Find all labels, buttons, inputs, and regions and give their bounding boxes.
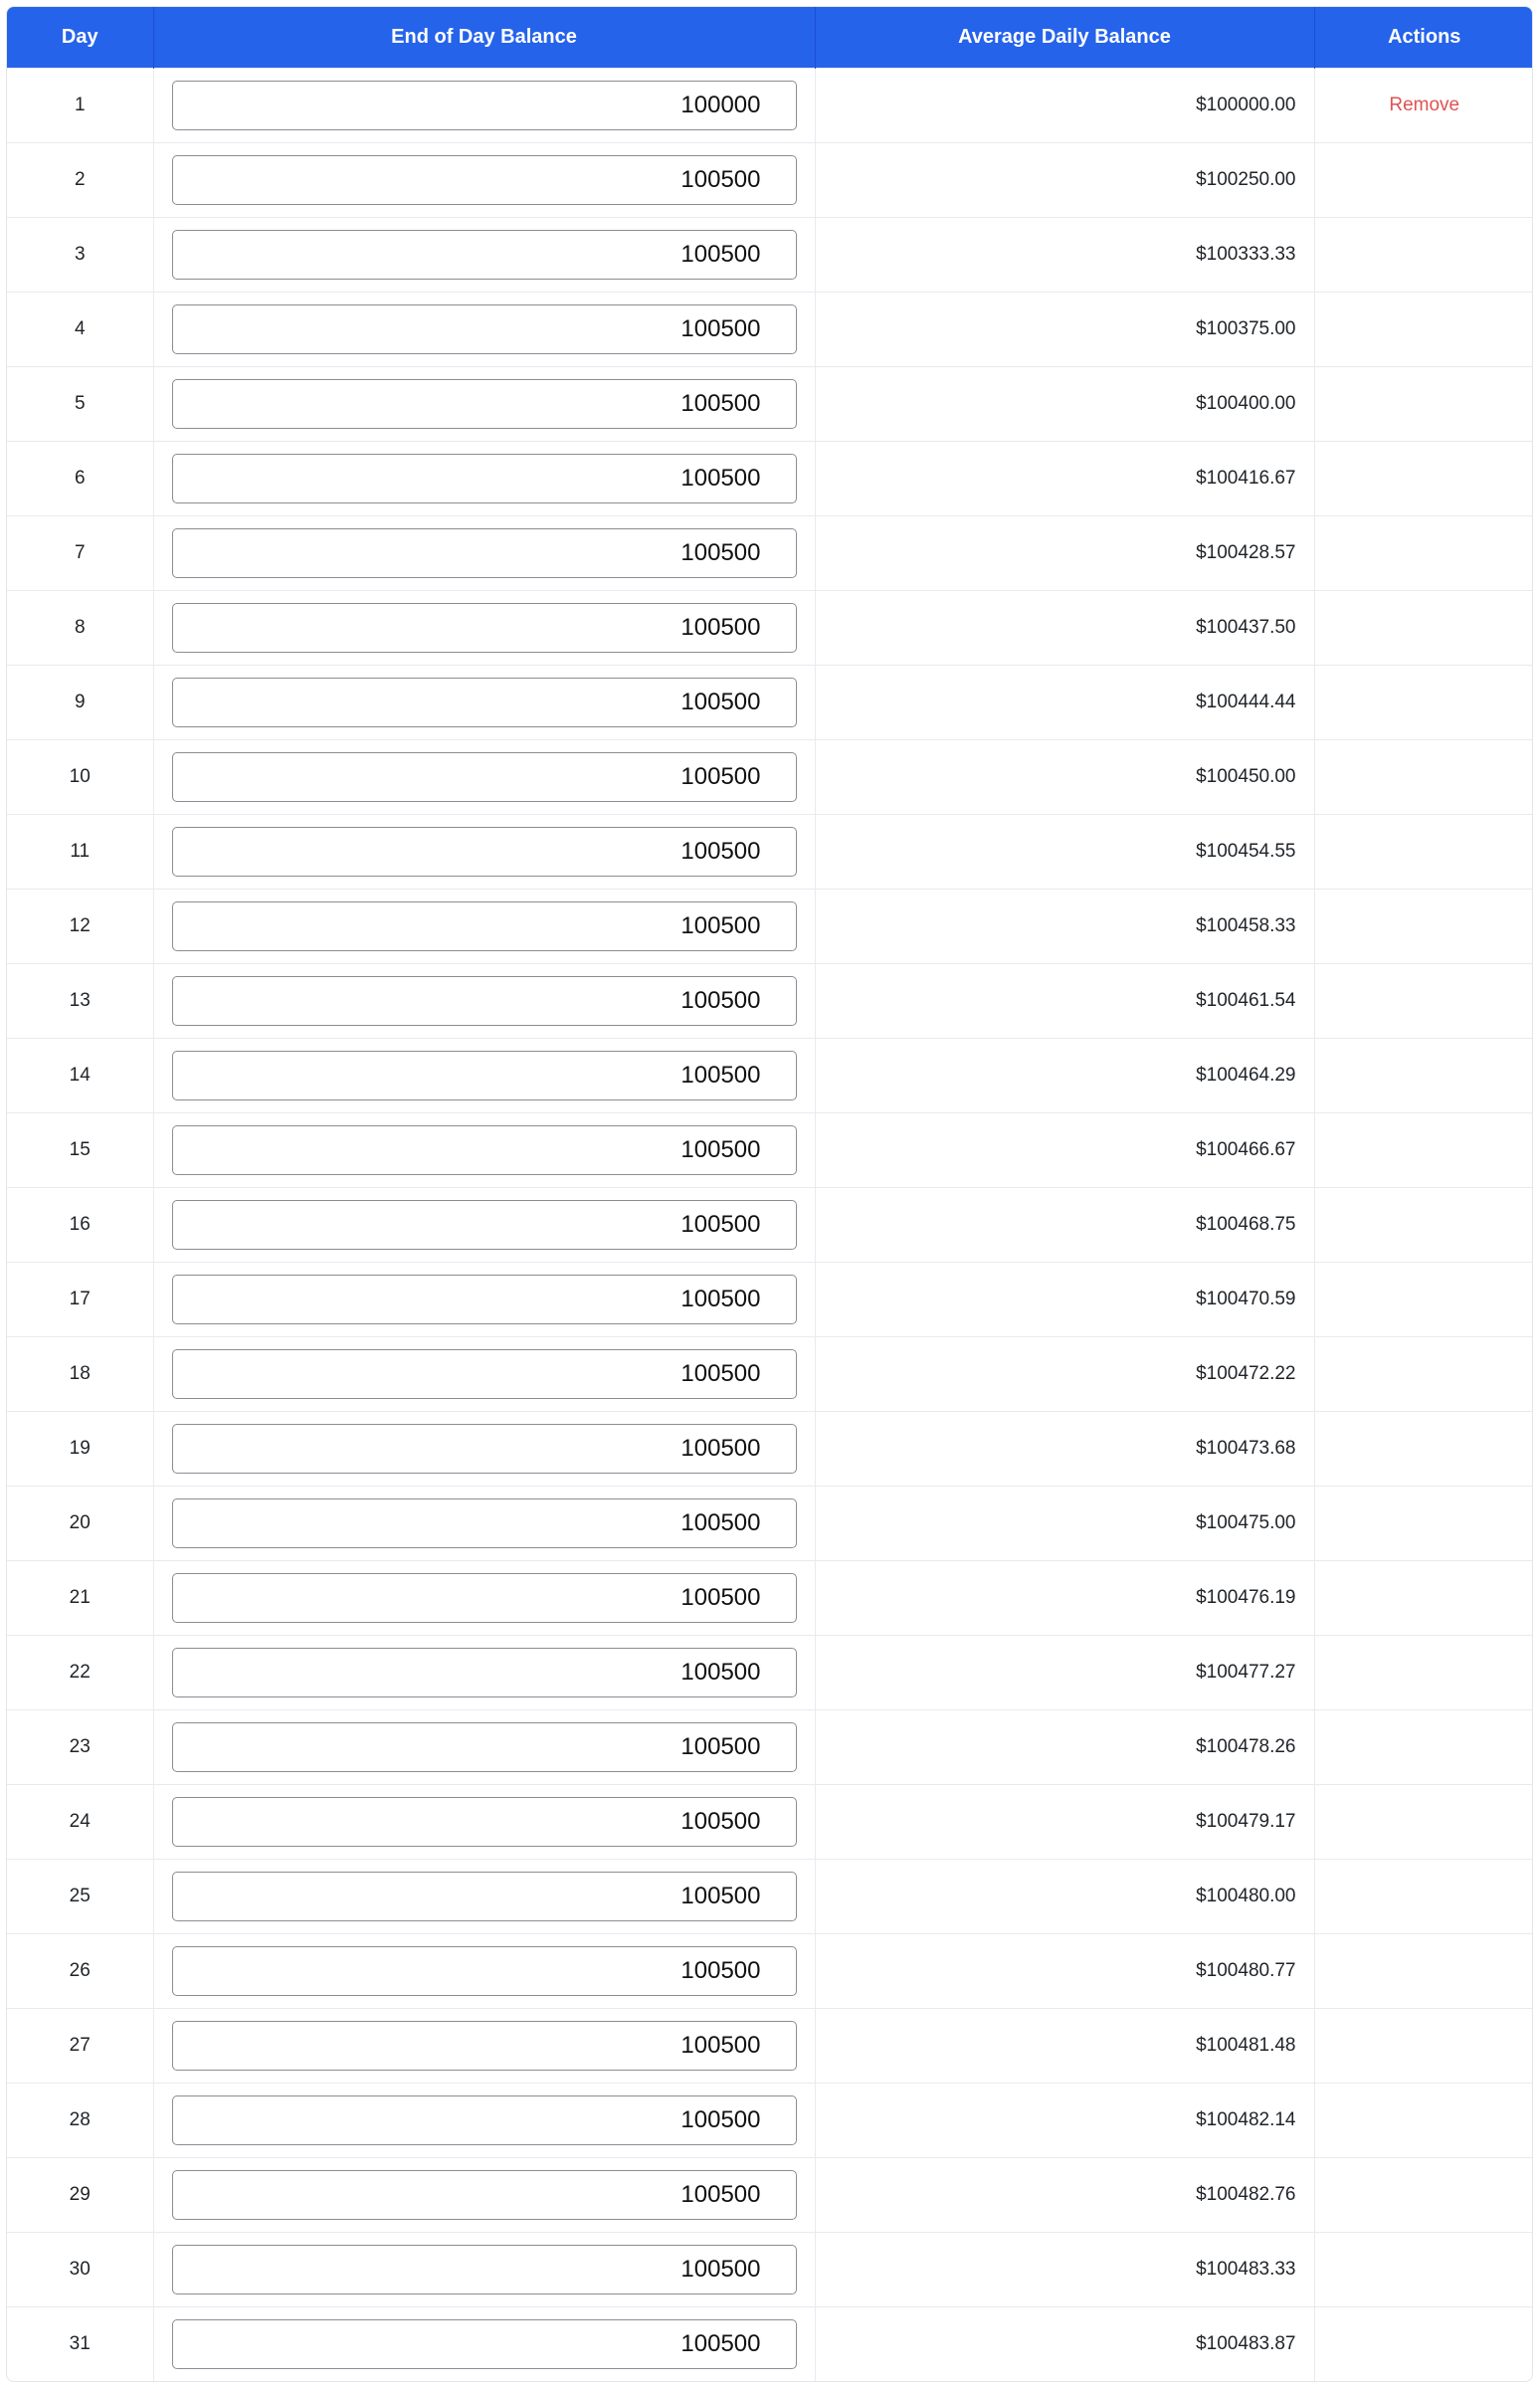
table-row bbox=[7, 1336, 1533, 1411]
average-daily-balance-value: $100461.54 bbox=[815, 963, 1314, 1038]
actions-cell bbox=[1314, 2306, 1533, 2381]
table-row bbox=[7, 441, 1533, 515]
day-number: 29 bbox=[7, 2157, 153, 2232]
actions-cell bbox=[1314, 515, 1533, 590]
end-of-day-balance-input[interactable] bbox=[172, 528, 797, 578]
end-of-day-balance-input[interactable] bbox=[172, 1424, 797, 1474]
actions-cell bbox=[1314, 1859, 1533, 1933]
end-of-day-balance-cell bbox=[153, 889, 815, 963]
end-of-day-balance-cell bbox=[153, 68, 815, 142]
table-row bbox=[7, 739, 1533, 814]
end-of-day-balance-cell bbox=[153, 2232, 815, 2306]
end-of-day-balance-cell bbox=[153, 1486, 815, 1560]
actions-cell bbox=[1314, 963, 1533, 1038]
day-number: 10 bbox=[7, 739, 153, 814]
average-daily-balance-value: $100333.33 bbox=[815, 217, 1314, 292]
end-of-day-balance-cell bbox=[153, 963, 815, 1038]
table-row bbox=[7, 515, 1533, 590]
average-daily-balance-value: $100482.76 bbox=[815, 2157, 1314, 2232]
end-of-day-balance-input[interactable] bbox=[172, 454, 797, 503]
end-of-day-balance-cell bbox=[153, 1709, 815, 1784]
table-row bbox=[7, 1112, 1533, 1187]
end-of-day-balance-cell bbox=[153, 590, 815, 665]
end-of-day-balance-input[interactable] bbox=[172, 2170, 797, 2220]
table-row bbox=[7, 1933, 1533, 2008]
table-header bbox=[7, 7, 1533, 68]
actions-cell bbox=[1314, 2157, 1533, 2232]
table-row bbox=[7, 2008, 1533, 2083]
day-number: 14 bbox=[7, 1038, 153, 1112]
end-of-day-balance-cell bbox=[153, 1933, 815, 2008]
actions-cell bbox=[1314, 217, 1533, 292]
day-number: 30 bbox=[7, 2232, 153, 2306]
actions-cell bbox=[1314, 366, 1533, 441]
remove-button[interactable]: Remove bbox=[1389, 94, 1460, 115]
balance-table bbox=[7, 7, 1533, 2381]
average-daily-balance-value: $100475.00 bbox=[815, 1486, 1314, 1560]
average-daily-balance-value: $100400.00 bbox=[815, 366, 1314, 441]
end-of-day-balance-cell bbox=[153, 1411, 815, 1486]
average-daily-balance-value: $100483.33 bbox=[815, 2232, 1314, 2306]
table-row bbox=[7, 292, 1533, 366]
end-of-day-balance-input[interactable] bbox=[172, 1946, 797, 1996]
actions-cell bbox=[1314, 2008, 1533, 2083]
end-of-day-balance-cell bbox=[153, 142, 815, 217]
end-of-day-balance-input[interactable] bbox=[172, 1200, 797, 1250]
table-row bbox=[7, 1635, 1533, 1709]
day-number: 16 bbox=[7, 1187, 153, 1262]
actions-cell bbox=[1314, 1709, 1533, 1784]
end-of-day-balance-input[interactable] bbox=[172, 901, 797, 951]
header-actions: Actions bbox=[1314, 7, 1533, 68]
end-of-day-balance-cell bbox=[153, 515, 815, 590]
end-of-day-balance-cell bbox=[153, 1112, 815, 1187]
average-daily-balance-value: $100444.44 bbox=[815, 665, 1314, 739]
day-number: 5 bbox=[7, 366, 153, 441]
average-daily-balance-value: $100416.67 bbox=[815, 441, 1314, 515]
end-of-day-balance-cell bbox=[153, 441, 815, 515]
table-row bbox=[7, 68, 1533, 142]
average-daily-balance-value: $100478.26 bbox=[815, 1709, 1314, 1784]
average-daily-balance-value: $100483.87 bbox=[815, 2306, 1314, 2381]
table-row bbox=[7, 1859, 1533, 1933]
day-number: 1 bbox=[7, 68, 153, 142]
end-of-day-balance-cell bbox=[153, 1336, 815, 1411]
actions-cell bbox=[1314, 441, 1533, 515]
day-number: 22 bbox=[7, 1635, 153, 1709]
average-daily-balance-value: $100466.67 bbox=[815, 1112, 1314, 1187]
header-end-of-day-balance: End of Day Balance bbox=[153, 7, 815, 68]
end-of-day-balance-input[interactable] bbox=[172, 827, 797, 877]
average-daily-balance-value: $100479.17 bbox=[815, 1784, 1314, 1859]
end-of-day-balance-cell bbox=[153, 1635, 815, 1709]
balance-table-container bbox=[6, 6, 1533, 2382]
day-number: 12 bbox=[7, 889, 153, 963]
table-row bbox=[7, 1709, 1533, 1784]
end-of-day-balance-cell bbox=[153, 2306, 815, 2381]
average-daily-balance-value: $100473.68 bbox=[815, 1411, 1314, 1486]
actions-cell bbox=[1314, 1112, 1533, 1187]
day-number: 6 bbox=[7, 441, 153, 515]
actions-cell bbox=[1314, 1187, 1533, 1262]
day-number: 31 bbox=[7, 2306, 153, 2381]
day-number: 2 bbox=[7, 142, 153, 217]
end-of-day-balance-input[interactable] bbox=[172, 2021, 797, 2071]
end-of-day-balance-cell bbox=[153, 1859, 815, 1933]
end-of-day-balance-input[interactable] bbox=[172, 230, 797, 280]
table-row bbox=[7, 1560, 1533, 1635]
end-of-day-balance-cell bbox=[153, 1187, 815, 1262]
day-number: 8 bbox=[7, 590, 153, 665]
average-daily-balance-value: $100428.57 bbox=[815, 515, 1314, 590]
day-number: 17 bbox=[7, 1262, 153, 1336]
end-of-day-balance-input[interactable] bbox=[172, 752, 797, 802]
average-daily-balance-value: $100454.55 bbox=[815, 814, 1314, 889]
end-of-day-balance-cell bbox=[153, 217, 815, 292]
end-of-day-balance-input[interactable] bbox=[172, 976, 797, 1026]
actions-cell bbox=[1314, 1933, 1533, 2008]
day-number: 13 bbox=[7, 963, 153, 1038]
end-of-day-balance-cell bbox=[153, 1560, 815, 1635]
average-daily-balance-value: $100477.27 bbox=[815, 1635, 1314, 1709]
day-number: 20 bbox=[7, 1486, 153, 1560]
end-of-day-balance-input[interactable] bbox=[172, 1349, 797, 1399]
table-row bbox=[7, 1038, 1533, 1112]
day-number: 27 bbox=[7, 2008, 153, 2083]
average-daily-balance-value: $100468.75 bbox=[815, 1187, 1314, 1262]
end-of-day-balance-input[interactable] bbox=[172, 2319, 797, 2369]
day-number: 15 bbox=[7, 1112, 153, 1187]
end-of-day-balance-input[interactable] bbox=[172, 1797, 797, 1847]
actions-cell bbox=[1314, 2083, 1533, 2157]
actions-cell bbox=[1314, 1635, 1533, 1709]
actions-cell bbox=[1314, 1038, 1533, 1112]
table-row bbox=[7, 590, 1533, 665]
day-number: 25 bbox=[7, 1859, 153, 1933]
table-row bbox=[7, 1486, 1533, 1560]
average-daily-balance-value: $100450.00 bbox=[815, 739, 1314, 814]
actions-cell bbox=[1314, 814, 1533, 889]
average-daily-balance-value: $100458.33 bbox=[815, 889, 1314, 963]
average-daily-balance-value: $100000.00 bbox=[815, 68, 1314, 142]
actions-cell bbox=[1314, 2232, 1533, 2306]
average-daily-balance-value: $100375.00 bbox=[815, 292, 1314, 366]
end-of-day-balance-input[interactable] bbox=[172, 603, 797, 653]
average-daily-balance-value: $100482.14 bbox=[815, 2083, 1314, 2157]
table-row bbox=[7, 217, 1533, 292]
actions-cell bbox=[1314, 590, 1533, 665]
end-of-day-balance-cell bbox=[153, 2008, 815, 2083]
end-of-day-balance-input[interactable] bbox=[172, 1573, 797, 1623]
table-row bbox=[7, 142, 1533, 217]
end-of-day-balance-cell bbox=[153, 665, 815, 739]
average-daily-balance-value: $100481.48 bbox=[815, 2008, 1314, 2083]
end-of-day-balance-input[interactable] bbox=[172, 1125, 797, 1175]
average-daily-balance-value: $100464.29 bbox=[815, 1038, 1314, 1112]
end-of-day-balance-input[interactable] bbox=[172, 678, 797, 727]
end-of-day-balance-input[interactable] bbox=[172, 379, 797, 429]
end-of-day-balance-input[interactable] bbox=[172, 1498, 797, 1548]
day-number: 19 bbox=[7, 1411, 153, 1486]
actions-cell bbox=[1314, 889, 1533, 963]
actions-cell bbox=[1314, 68, 1533, 142]
end-of-day-balance-input[interactable] bbox=[172, 1648, 797, 1697]
average-daily-balance-value: $100472.22 bbox=[815, 1336, 1314, 1411]
header-day: Day bbox=[7, 7, 153, 68]
actions-cell bbox=[1314, 1262, 1533, 1336]
end-of-day-balance-cell bbox=[153, 814, 815, 889]
end-of-day-balance-cell bbox=[153, 1784, 815, 1859]
actions-cell bbox=[1314, 1336, 1533, 1411]
day-number: 26 bbox=[7, 1933, 153, 2008]
end-of-day-balance-cell bbox=[153, 1038, 815, 1112]
average-daily-balance-value: $100437.50 bbox=[815, 590, 1314, 665]
actions-cell bbox=[1314, 292, 1533, 366]
end-of-day-balance-cell bbox=[153, 2083, 815, 2157]
table-row bbox=[7, 1411, 1533, 1486]
end-of-day-balance-input[interactable] bbox=[172, 304, 797, 354]
table-row bbox=[7, 814, 1533, 889]
actions-cell bbox=[1314, 142, 1533, 217]
table-row bbox=[7, 1262, 1533, 1336]
average-daily-balance-value: $100250.00 bbox=[815, 142, 1314, 217]
day-number: 11 bbox=[7, 814, 153, 889]
table-row bbox=[7, 889, 1533, 963]
day-number: 9 bbox=[7, 665, 153, 739]
average-daily-balance-value: $100480.77 bbox=[815, 1933, 1314, 2008]
actions-cell bbox=[1314, 1486, 1533, 1560]
day-number: 18 bbox=[7, 1336, 153, 1411]
average-daily-balance-value: $100476.19 bbox=[815, 1560, 1314, 1635]
table-body bbox=[7, 68, 1533, 2381]
table-row bbox=[7, 665, 1533, 739]
average-daily-balance-value: $100480.00 bbox=[815, 1859, 1314, 1933]
end-of-day-balance-cell bbox=[153, 292, 815, 366]
day-number: 3 bbox=[7, 217, 153, 292]
day-number: 23 bbox=[7, 1709, 153, 1784]
actions-cell bbox=[1314, 1560, 1533, 1635]
header-average-daily-balance: Average Daily Balance bbox=[815, 7, 1314, 68]
day-number: 28 bbox=[7, 2083, 153, 2157]
end-of-day-balance-input[interactable] bbox=[172, 2095, 797, 2145]
actions-cell bbox=[1314, 1784, 1533, 1859]
end-of-day-balance-input[interactable] bbox=[172, 2245, 797, 2294]
actions-cell bbox=[1314, 665, 1533, 739]
day-number: 21 bbox=[7, 1560, 153, 1635]
table-row bbox=[7, 2157, 1533, 2232]
table-row bbox=[7, 2083, 1533, 2157]
end-of-day-balance-cell bbox=[153, 1262, 815, 1336]
end-of-day-balance-cell bbox=[153, 366, 815, 441]
end-of-day-balance-input[interactable] bbox=[172, 1051, 797, 1100]
end-of-day-balance-input[interactable] bbox=[172, 1872, 797, 1921]
table-row bbox=[7, 1187, 1533, 1262]
day-number: 7 bbox=[7, 515, 153, 590]
table-row bbox=[7, 366, 1533, 441]
end-of-day-balance-input[interactable] bbox=[172, 1722, 797, 1772]
end-of-day-balance-input[interactable] bbox=[172, 155, 797, 205]
header-row bbox=[7, 7, 1533, 68]
actions-cell bbox=[1314, 1411, 1533, 1486]
table-row bbox=[7, 2306, 1533, 2381]
table-row bbox=[7, 2232, 1533, 2306]
actions-cell bbox=[1314, 739, 1533, 814]
end-of-day-balance-input[interactable] bbox=[172, 81, 797, 130]
end-of-day-balance-cell bbox=[153, 739, 815, 814]
end-of-day-balance-cell bbox=[153, 2157, 815, 2232]
day-number: 24 bbox=[7, 1784, 153, 1859]
end-of-day-balance-input[interactable] bbox=[172, 1275, 797, 1324]
average-daily-balance-value: $100470.59 bbox=[815, 1262, 1314, 1336]
table-row bbox=[7, 1784, 1533, 1859]
day-number: 4 bbox=[7, 292, 153, 366]
table-row bbox=[7, 963, 1533, 1038]
